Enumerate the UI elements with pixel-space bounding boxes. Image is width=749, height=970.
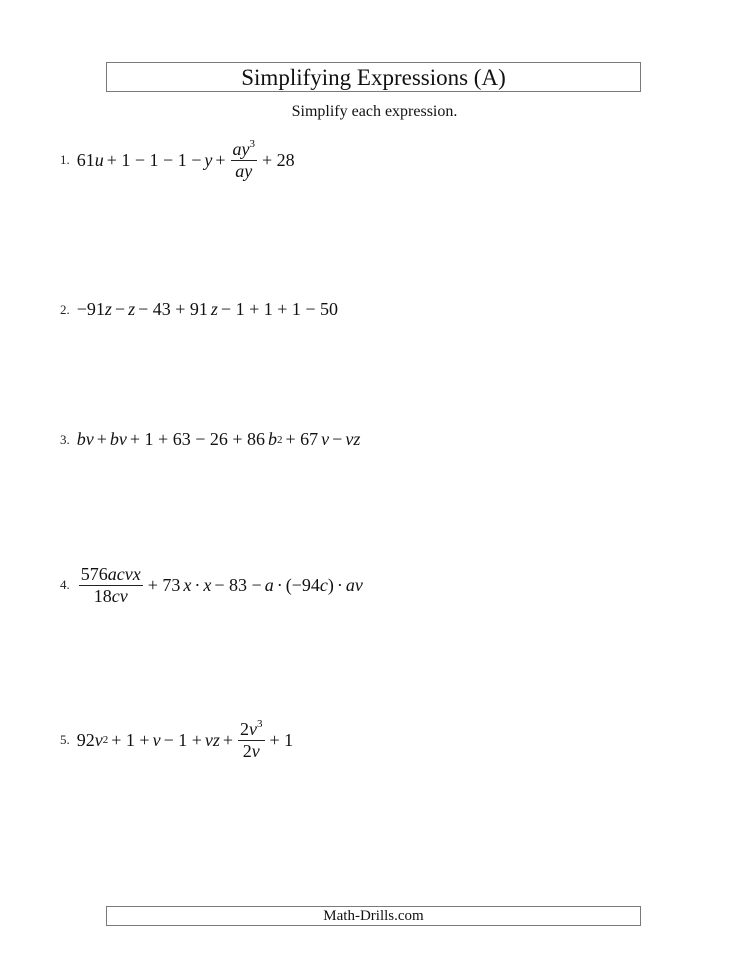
operators: + 67	[285, 429, 319, 449]
variable: b	[268, 429, 278, 449]
fraction	[238, 720, 265, 761]
coefficient: 2	[242, 740, 252, 761]
operator: +	[215, 149, 226, 170]
operators: − 1 +	[163, 729, 202, 750]
coefficient: 2	[240, 719, 250, 739]
coefficient: 18	[93, 585, 112, 606]
worksheet-instructions: Simplify each expression.	[291, 103, 458, 120]
fraction-denominator	[92, 586, 130, 606]
operators: − 43 + 91	[138, 299, 208, 319]
footer-box	[106, 906, 641, 926]
variable: cv	[111, 585, 128, 606]
problem-2	[60, 299, 341, 320]
footer-site-name: Math-Drills.com	[323, 907, 424, 924]
fraction-denominator	[241, 741, 262, 761]
term: (−94	[285, 574, 320, 595]
operator: +	[96, 429, 107, 449]
operators: − 1 + 1 + 1 − 50	[220, 299, 339, 319]
operators: + 1 − 1 − 1 −	[106, 149, 202, 170]
variable: y	[204, 149, 213, 170]
fraction-numerator	[231, 140, 258, 161]
coefficient: 576	[80, 564, 108, 584]
fraction	[231, 140, 258, 181]
variable: acvx	[107, 564, 141, 584]
operator: ·	[276, 574, 283, 595]
operator: ·	[336, 574, 343, 595]
operators: + 1	[269, 729, 294, 750]
operator: −	[114, 299, 126, 319]
problem-number: 2.	[60, 301, 70, 317]
variable: u	[94, 149, 104, 170]
operators: − 83 −	[214, 574, 262, 595]
operator: ·	[194, 574, 201, 595]
operators: + 73	[147, 574, 181, 595]
variable: z	[104, 299, 112, 319]
problem-number: 3.	[60, 431, 70, 447]
term: )	[327, 574, 334, 595]
problem-3: 3. bv + bv + 1 + 63 − 26 + 86 b 2 + 67 v − vz	[60, 429, 361, 449]
variable: z	[210, 299, 218, 319]
exponent: 3	[249, 138, 256, 150]
operator: −	[332, 429, 343, 449]
variable: a	[264, 574, 274, 595]
worksheet-title: Simplifying Expressions (A)	[241, 64, 506, 90]
operators: + 1 + 63 − 26 + 86	[129, 429, 266, 449]
problem-1	[60, 140, 298, 181]
variable: c	[319, 574, 328, 595]
variable: v	[152, 729, 161, 750]
fraction-numerator	[238, 720, 265, 741]
fraction	[79, 565, 143, 606]
coefficient: 92	[76, 729, 95, 750]
variable: x	[203, 574, 212, 595]
operator: +	[222, 729, 234, 750]
variable: av	[345, 574, 363, 595]
variable: bv	[109, 429, 127, 449]
term: 61	[76, 149, 95, 170]
operators: + 28	[262, 149, 295, 170]
variable: z	[128, 299, 136, 319]
problem-5: 5. 92 v 2 + 1 + v − 1 + vz + $\frac{2v^3}{2v}$ + 1	[60, 718, 294, 761]
variable: bv	[76, 429, 94, 449]
problem-number: 4.	[60, 577, 70, 593]
operators: + 1 +	[111, 729, 150, 750]
variable: x	[183, 574, 192, 595]
term: −91	[76, 299, 105, 319]
exponent: 3	[257, 718, 263, 730]
variable: v	[94, 729, 103, 750]
problem-number: 5.	[60, 732, 70, 748]
variable: v	[249, 719, 258, 739]
variable: vz	[204, 729, 220, 750]
fraction-numerator	[79, 565, 143, 586]
fraction-denominator: ay	[235, 160, 253, 181]
variable: vz	[345, 429, 361, 449]
problem-4	[60, 565, 363, 606]
variable: v	[251, 740, 260, 761]
variable: ay	[232, 139, 250, 159]
variable: v	[321, 429, 330, 449]
problem-number: 1.	[60, 152, 70, 168]
worksheet-title-box	[106, 62, 641, 92]
